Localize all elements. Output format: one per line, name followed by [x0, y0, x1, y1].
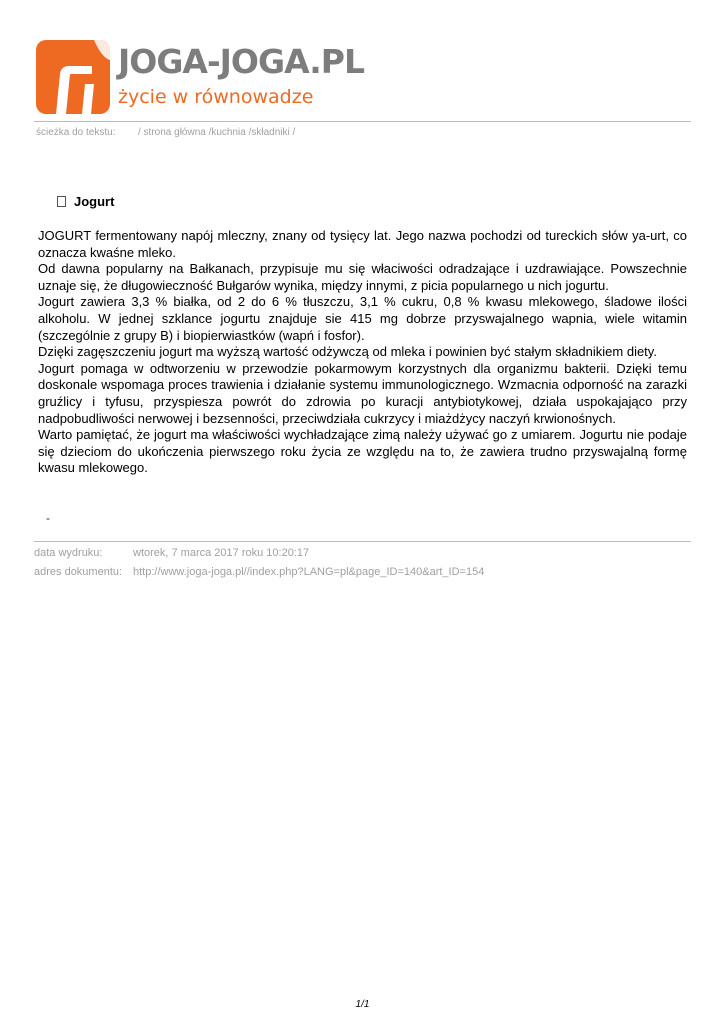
article-paragraph: Od dawna popularny na Bałkanach, przypisuje mu się właciwości odradzające i uzdrawiające. Powszechnie uznaje się, że długowieczność Bułgarów wynika, między innymi, z picia popularnego u nich jogurtu. — [38, 261, 687, 293]
site-logo[interactable] — [36, 38, 364, 114]
article-link[interactable]: - — [46, 511, 50, 525]
article-body — [38, 228, 687, 477]
article-title-text: Jogurt — [74, 194, 115, 209]
header-divider — [34, 121, 691, 122]
document-address — [34, 566, 485, 578]
article-paragraph: Dzięki zagęszczeniu jogurt ma wyższą wartość odżywczą od mleka i powinien być stałym składnikiem diety. — [38, 344, 657, 360]
print-date-value: wtorek, 7 marca 2017 roku 10:20:17 — [133, 547, 310, 559]
logo-name: JOGA-JOGA.PL — [118, 42, 364, 81]
article-paragraph: Jogurt pomaga w odtworzeniu w przewodzie pokarmowym korzystnych dla organizmu bakterii. Dzięki temu doskonale wspomaga proces trawienia i działanie systemu immunologicznego. Wzmacnia odporność na zarazki gruźlicy i tyfusu, przyspiesza powrót do zdrowia po kuracji antybiotykowej, działa uspokajająco przy nadpobudliwości nerwowej i bezsenności, przeciwdziała cukrzycy i miażdżycy naczyń krwionośnych. — [38, 360, 687, 426]
logo-mark-icon — [36, 40, 110, 114]
footer-divider — [34, 541, 691, 542]
article-title — [57, 194, 114, 209]
print-date — [34, 547, 310, 559]
breadcrumb — [36, 127, 296, 138]
breadcrumb-path[interactable]: / strona główna /kuchnia /składniki / — [138, 127, 296, 138]
title-bullet-icon — [57, 196, 66, 207]
document-address-url[interactable]: http://www.joga-joga.pl//index.php?LANG=pl&page_ID=140&art_ID=154 — [133, 566, 485, 578]
document-address-label: adres dokumentu: — [34, 566, 123, 578]
article-paragraph: Warto pamiętać, że jogurt ma właściwości wychładzające zimą należy używać go z umiarem. Jogurtu nie podaje się dzieciom do ukończenia pierwszego roku życia ze względu na to, że zawiera trudno przyswajalną formę kwasu mlekowego. — [38, 427, 687, 476]
logo-tagline: życie w równowadze — [118, 86, 314, 108]
article-paragraph: Jogurt zawiera 3,3 % białka, od 2 do 6 % tłuszczu, 3,1 % cukru, 0,8 % kwasu mlekowego, śladowe ilości alkoholu. W jednej szklance jogurtu znajduje sie 415 mg dobrze przyswajalnego wapnia, wiele witamin (szczególnie z grupy B) i biopierwiastków (wapń i fosfor). — [38, 294, 687, 343]
page-number: 1/1 — [355, 999, 370, 1010]
breadcrumb-label: ścieżka do tekstu: — [36, 127, 116, 138]
print-date-label: data wydruku: — [34, 547, 103, 559]
article-paragraph: JOGURT fermentowany napój mleczny, znany od tysięcy lat. Jego nazwa pochodzi od tureckich słów ya-urt, co oznacza kwaśne mleko. — [38, 228, 687, 260]
